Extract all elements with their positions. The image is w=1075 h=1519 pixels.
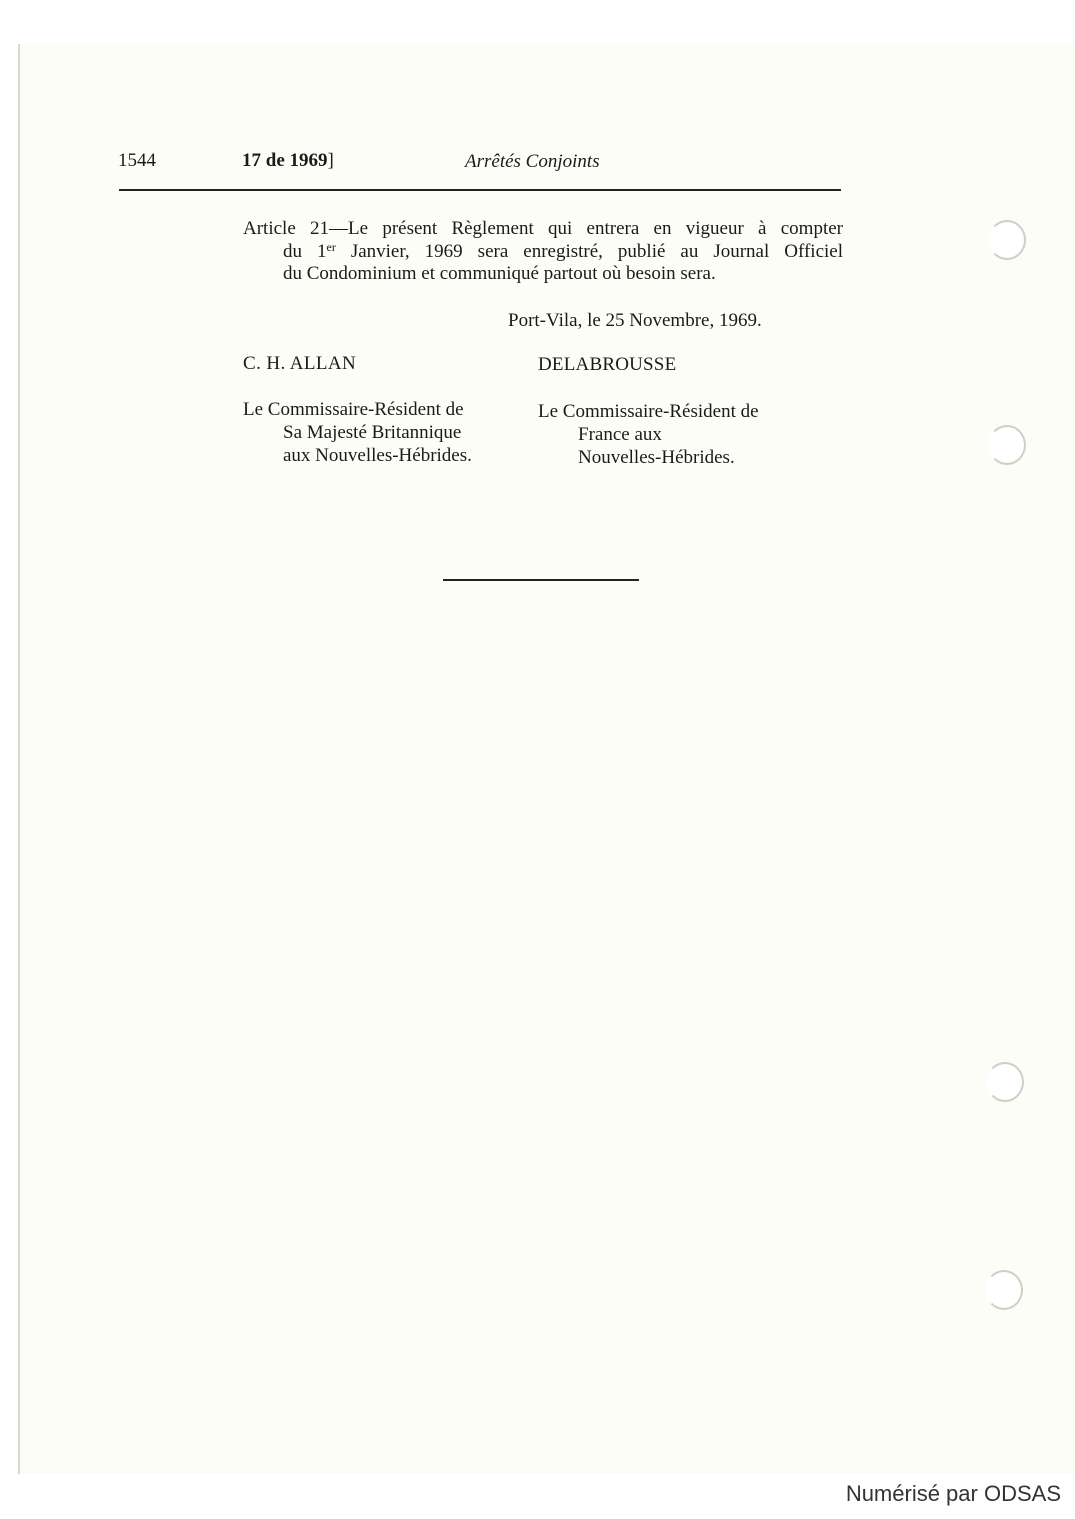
place-date: Port-Vila, le 25 Novembre, 1969. [508,310,762,331]
article-line-3: du Condominium et communiqué partout où besoin sera. [283,263,716,284]
punch-hole [985,1270,1023,1310]
article-line-2-pre: du 1 [283,240,327,262]
punch-hole [988,220,1026,260]
reference-bracket: ] [327,150,334,171]
title-line: Sa Majesté Britannique [283,422,462,443]
article-line-2 [243,241,843,264]
header-rule [119,189,841,191]
title-line: France aux [578,424,662,445]
title-line: Le Commissaire-Résident de [243,399,464,420]
signatory-left-name: C. H. ALLAN [243,353,357,374]
signatory-left-title [243,398,472,467]
page-number: 1544 [118,150,156,171]
title-line: aux Nouvelles-Hébrides. [283,445,472,466]
signatory-right-name: DELABROUSSE [538,354,677,375]
article-line-2-post: Janvier, 1969 sera enregistré, publié au Journal Officiel [335,240,843,262]
section-title: Arrêtés Conjoints [465,151,600,172]
end-rule [443,579,639,581]
signatory-right-title [538,400,759,469]
digitization-credit: Numérisé par ODSAS [845,1481,1061,1506]
title-line: Nouvelles-Hébrides. [578,447,735,468]
reference-text: 17 de 1969 [242,150,328,171]
ordinal-superscript: er [326,239,336,254]
title-line: Le Commissaire-Résident de [538,401,759,422]
punch-hole [988,425,1026,465]
ordinance-reference [242,150,334,172]
article-paragraph [243,218,843,286]
punch-hole [986,1062,1024,1102]
article-line-1: Article 21—Le présent Règlement qui entrera en vigueur à compter [243,218,843,239]
